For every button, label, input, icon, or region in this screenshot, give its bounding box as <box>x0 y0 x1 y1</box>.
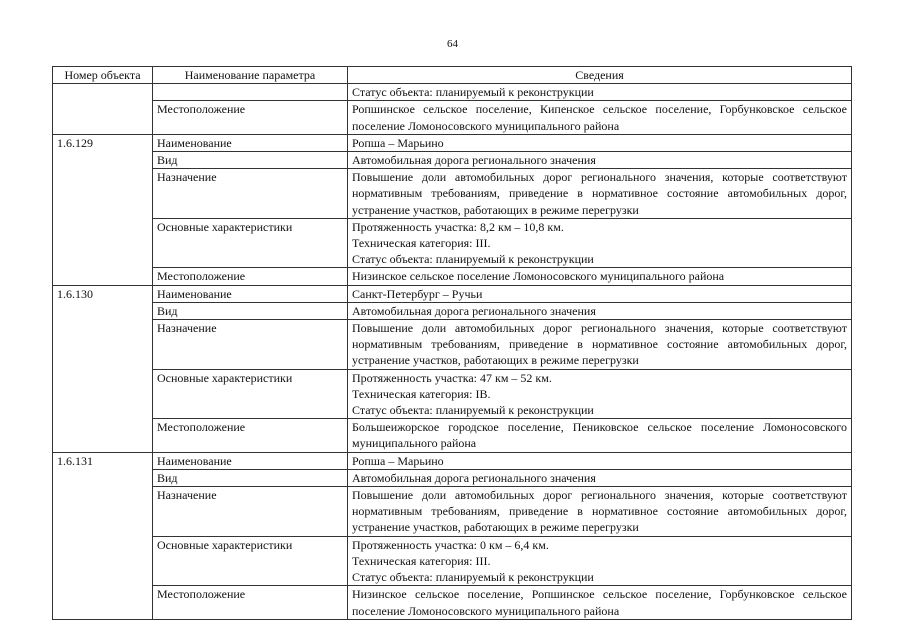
table-row <box>53 302 852 319</box>
info-line: Автомобильная дорога регионального значения <box>352 153 596 168</box>
info-cell <box>348 586 852 619</box>
info-cell <box>348 320 852 370</box>
parameter-name-cell: Наименование <box>153 285 348 302</box>
info-line: Статус объекта: планируемый к реконструкции <box>352 403 594 418</box>
page-number: 64 <box>447 38 458 50</box>
parameter-name-cell: Вид <box>153 469 348 486</box>
parameter-name-cell: Наименование <box>153 452 348 469</box>
table-row <box>53 487 852 537</box>
objects-table <box>52 66 852 620</box>
parameter-name-cell: Назначение <box>153 320 348 370</box>
table-row <box>53 320 852 370</box>
parameter-name-cell: Назначение <box>153 169 348 219</box>
parameter-name-cell <box>153 84 348 101</box>
info-cell <box>348 218 852 268</box>
info-line: Повышение доли автомобильных дорог регионального значения, которые соответствуют нормативным требованиям, приведение в нормативное состояние автомобильных дорог, устранение участков, работающих в режиме перегрузки <box>352 170 847 217</box>
parameter-name-cell: Основные характеристики <box>153 536 348 586</box>
info-cell <box>348 169 852 219</box>
table-row <box>53 586 852 619</box>
object-number-cell: 1.6.131 <box>53 452 153 619</box>
table-row <box>53 134 852 151</box>
parameter-name-cell: Вид <box>153 302 348 319</box>
info-line: Повышение доли автомобильных дорог регионального значения, которые соответствуют нормативным требованиям, приведение в нормативное состояние автомобильных дорог, устранение участков, работающих в режиме перегрузки <box>352 321 847 368</box>
info-cell <box>348 84 852 101</box>
table-row <box>53 285 852 302</box>
parameter-name-cell: Вид <box>153 152 348 169</box>
object-number-cell <box>53 84 153 135</box>
info-line: Протяженность участка: 8,2 км – 10,8 км. <box>352 219 564 234</box>
info-line: Автомобильная дорога регионального значения <box>352 470 596 485</box>
info-cell <box>348 469 852 486</box>
info-line: Низинское сельское поселение Ломоносовского муниципального района <box>352 269 725 284</box>
table-row <box>53 452 852 469</box>
info-cell <box>348 487 852 537</box>
info-line: Ропша – Марьино <box>352 135 444 150</box>
parameter-name-cell: Местоположение <box>153 419 348 452</box>
table-row <box>53 536 852 586</box>
info-cell <box>348 302 852 319</box>
table-row <box>53 101 852 134</box>
object-number-cell: 1.6.130 <box>53 285 153 452</box>
info-line: Техническая категория: III. <box>352 236 491 251</box>
info-line: Статус объекта: планируемый к реконструкции <box>352 570 594 585</box>
info-line: Автомобильная дорога регионального значения <box>352 303 596 318</box>
info-line: Техническая категория: IB. <box>352 386 491 401</box>
parameter-name-cell: Местоположение <box>153 268 348 285</box>
table-row <box>53 369 852 419</box>
parameter-name-cell: Основные характеристики <box>153 369 348 419</box>
info-cell <box>348 134 852 151</box>
parameter-name-cell: Назначение <box>153 487 348 537</box>
info-line: Ропшинское сельское поселение, Кипенское сельское поселение, Горбунковское сельское поселение Ломоносовского муниципального района <box>352 102 847 133</box>
table-body <box>53 84 852 620</box>
header-info: Сведения <box>348 67 852 84</box>
table-header <box>53 67 852 84</box>
info-line: Статус объекта: планируемый к реконструкции <box>352 252 594 267</box>
info-cell <box>348 369 852 419</box>
info-line: Большеижорское городское поселение, Пениковское сельское поселение Ломоносовского муниципального района <box>352 420 847 451</box>
table-row <box>53 218 852 268</box>
info-line: Статус объекта: планируемый к реконструкции <box>352 85 594 100</box>
parameter-name-cell: Местоположение <box>153 101 348 134</box>
parameter-name-cell: Местоположение <box>153 586 348 619</box>
info-line: Техническая категория: III. <box>352 553 491 568</box>
info-line: Протяженность участка: 0 км – 6,4 км. <box>352 537 549 552</box>
table-row <box>53 268 852 285</box>
header-param: Наименование параметра <box>153 67 348 84</box>
info-cell <box>348 268 852 285</box>
header-number: Номер объекта <box>53 67 153 84</box>
parameter-name-cell: Основные характеристики <box>153 218 348 268</box>
info-cell <box>348 536 852 586</box>
table-row <box>53 152 852 169</box>
info-cell <box>348 101 852 134</box>
info-line: Протяженность участка: 47 км – 52 км. <box>352 370 552 385</box>
parameter-name-cell: Наименование <box>153 134 348 151</box>
table-row <box>53 84 852 101</box>
info-cell <box>348 452 852 469</box>
table-row <box>53 169 852 219</box>
info-line: Повышение доли автомобильных дорог регионального значения, которые соответствуют нормативным требованиям, приведение в нормативное состояние автомобильных дорог, устранение участков, работающих в режиме перегрузки <box>352 488 847 535</box>
object-number-cell: 1.6.129 <box>53 134 153 285</box>
info-cell <box>348 285 852 302</box>
info-line: Ропша – Марьино <box>352 453 444 468</box>
info-line: Низинское сельское поселение, Ропшинское сельское поселение, Горбунковское сельское поселение Ломоносовского муниципального района <box>352 587 847 618</box>
info-cell <box>348 152 852 169</box>
info-line: Санкт-Петербург – Ручьи <box>352 286 483 301</box>
table-row <box>53 469 852 486</box>
table-row <box>53 419 852 452</box>
info-cell <box>348 419 852 452</box>
